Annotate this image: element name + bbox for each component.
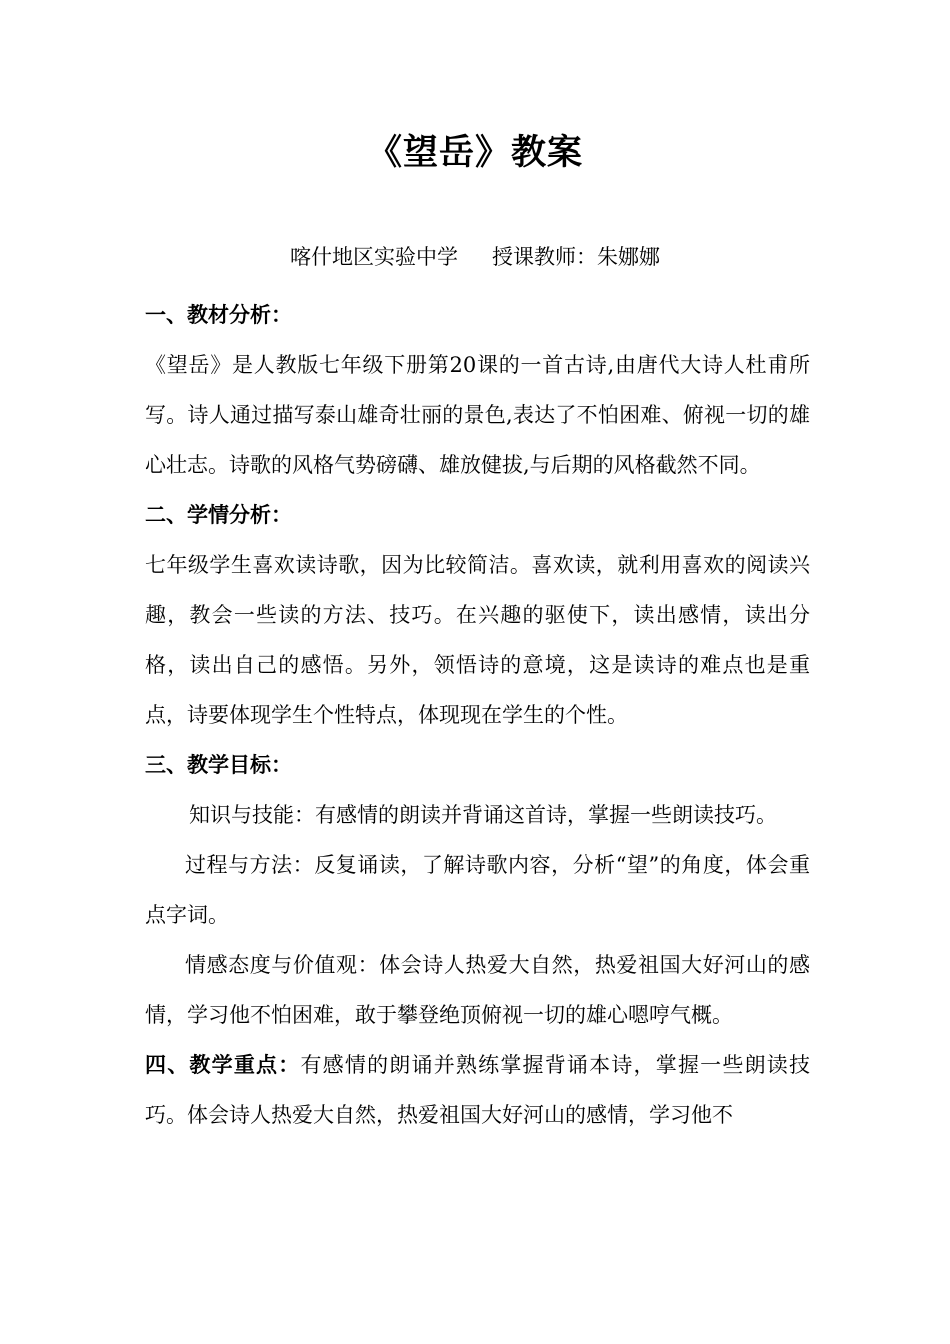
section-body-materials: 《望岳》是人教版七年级下册第20课的一首古诗,由唐代大诗人杜甫所写。诗人通过描写泰山雄奇壮丽的景色,表达了不怕困难、俯视一切的雄心壮志。诗歌的风格气势磅礴、雄放健拔,与后期的风格截然不同。 <box>145 353 810 477</box>
section-body-key-points: 有感情的朗诵并熟练掌握背诵本诗，掌握一些朗读技巧。体会诗人热爱大自然，热爱祖国大好河山的感情，学习他不 <box>145 1053 811 1127</box>
byline <box>0 240 950 274</box>
goal-knowledge: 知识与技能：有感情的朗读并背诵这首诗，掌握一些朗读技巧。 <box>189 803 777 827</box>
document-body <box>145 290 810 1140</box>
goal-process: 过程与方法：反复诵读，了解诗歌内容，分析“望”的角度，体会重点字词。 <box>145 853 810 927</box>
section-heading-materials: 一、教材分析： <box>145 302 292 327</box>
section-heading-students: 二、学情分析： <box>145 502 292 527</box>
section-heading-goals: 三、教学目标： <box>145 752 292 777</box>
school-name: 喀什地区实验中学 <box>290 245 458 269</box>
teacher-name: 授课教师：朱娜娜 <box>492 245 660 269</box>
section-heading-key-points: 四、教学重点： <box>145 1052 301 1077</box>
goal-emotion: 情感态度与价值观：体会诗人热爱大自然，热爱祖国大好河山的感情，学习他不怕困难，敢于攀登绝顶俯视一切的雄心嗯哼气概。 <box>145 953 810 1027</box>
section-body-students: 七年级学生喜欢读诗歌，因为比较简洁。喜欢读，就利用喜欢的阅读兴趣，教会一些读的方法、技巧。在兴趣的驱使下，读出感情，读出分格，读出自己的感悟。另外，领悟诗的意境，这是读诗的难点也是重点，诗要体现学生个性特点，体现现在学生的个性。 <box>145 553 810 727</box>
document-title: 《望岳》教案 <box>366 132 583 173</box>
section-key-points <box>145 1040 810 1140</box>
